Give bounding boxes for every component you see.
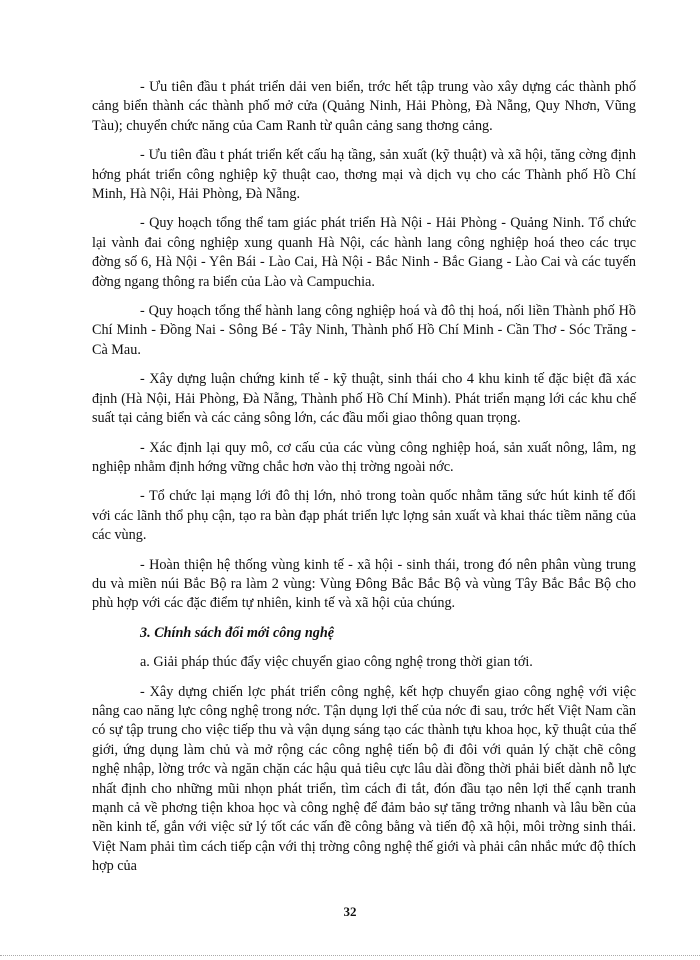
section-heading: 3. Chính sách đổi mới công nghệ	[140, 624, 335, 641]
sub-heading: a. Giải pháp thúc đẩy việc chuyển giao công nghệ trong thời gian tới.	[140, 654, 533, 671]
page-number: 32	[343, 904, 357, 919]
paragraph-technology-strategy: - Xây dựng chiến lợc phát triển công nghệ, kết hợp chuyển giao công nghệ với việc nâng cao năng lực công nghệ trong nớc. Tận dụng lợi thế của nớc đi sau, trớc hết Việt Nam cần có sự tập trung cho việc tiếp thu và vận dụng sáng tạo các thành tựu khoa học, kỹ thuật của thế giới, ứng dụng làm chủ và mở rộng các công nghệ tiến bộ đi đôi với quản lý chặt chẽ công nghệ nhập, lờng trớc và ngăn chặn các hậu quả tiêu cực lâu dài đồng thời phải biết dành nỗ lực nhất định cho những mũi nhọn phát triển, tìm cách đi tắt, đón đầu tạo nên lợi thế cạnh tranh mạnh cả về phơng tiện khoa học và công nghệ để đảm bảo sự tăng trởng nhanh và lâu bền của nền kinh tế, gắn với việc sử lý tốt các vấn đề công bằng và tiến độ xã hội, môi trờng sinh thái. Việt Nam phải tìm cách tiếp cận với thị trờng công nghệ thế giới và phải cân nhắc mức độ thích hợp của	[92, 683, 636, 875]
paragraph-coastal-priority: - Ưu tiên đầu t phát triển dải ven biển, trớc hết tập trung vào xây dựng các thành phố cảng biển thành các thành phố mở cửa (Quảng Ninh, Hải Phòng, Đà Nẵng, Quy Nhơn, Vũng Tàu); chuyển chức năng của Cam Ranh từ quân cảng sang thơng cảng.	[92, 79, 636, 134]
paragraph-socio-ecological-regions: - Hoàn thiện hệ thống vùng kinh tế - xã hội - sinh thái, trong đó nên phân vùng trung du và miền núi Bắc Bộ ra làm 2 vùng: Vùng Đông Bắc Bắc Bộ và vùng Tây Bắc Bắc Bộ cho phù hợp với các đặc điểm tự nhiên, kinh tế và xã hội của chúng.	[92, 556, 636, 612]
paragraph-infrastructure-priority: - Ưu tiên đầu t phát triển kết cấu hạ tầng, sản xuất (kỹ thuật) và xã hội, tăng cờng định hớng phát triển công nghiệp kỹ thuật cao, thơng mại và dịch vụ cho các Thành phố Hồ Chí Minh, Hà Nội, Hải Phòng, Đà Nẵng.	[92, 147, 636, 203]
paragraph-urban-network: - Tổ chức lại mạng lới đô thị lớn, nhỏ trong toàn quốc nhằm tăng sức hút kinh tế đối với các lãnh thổ phụ cận, tạo ra bàn đạp phát triển lực lợng sản xuất và khai thác tiềm năng của các vùng.	[92, 488, 636, 544]
page-bottom-divider	[0, 955, 700, 956]
paragraph-industrial-regions: - Xác định lại quy mô, cơ cấu của các vùng công nghiệp hoá, sản xuất nông, lâm, ng nghiệp nhằm định hớng vững chắc hơn vào thị trờng ngoài nớc.	[92, 439, 636, 475]
paragraph-special-economic-zones: - Xây dựng luận chứng kinh tế - kỹ thuật, sinh thái cho 4 khu kinh tế đặc biệt đã xác định (Hà Nội, Hải Phòng, Đà Nẵng, Thành phố Hồ Chí Minh). Phát triển mạng lới các khu chế suất tại cảng biển và các cảng sông lớn, các đầu mối giao thông quan trọng.	[92, 371, 636, 427]
paragraph-northern-triangle: - Quy hoạch tổng thể tam giác phát triển Hà Nội - Hải Phòng - Quảng Ninh. Tổ chức lại vành đai công nghiệp xung quanh Hà Nội, các hành lang công nghiệp hoá theo các trục đờng số 6, Hà Nội - Yên Bái - Lào Cai, Hà Nội - Bắc Ninh - Bắc Giang - Lào Cai và các tuyến đờng ngang thông ra biển của Lào và Campuchia.	[92, 215, 636, 290]
document-body	[92, 78, 636, 887]
paragraph-southern-corridor: - Quy hoạch tổng thể hành lang công nghiệp hoá và đô thị hoá, nối liền Thành phố Hồ Chí Minh - Đồng Nai - Sông Bé - Tây Ninh, Thành phố Hồ Chí Minh - Cần Thơ - Sóc Trăng - Cà Mau.	[92, 303, 636, 358]
